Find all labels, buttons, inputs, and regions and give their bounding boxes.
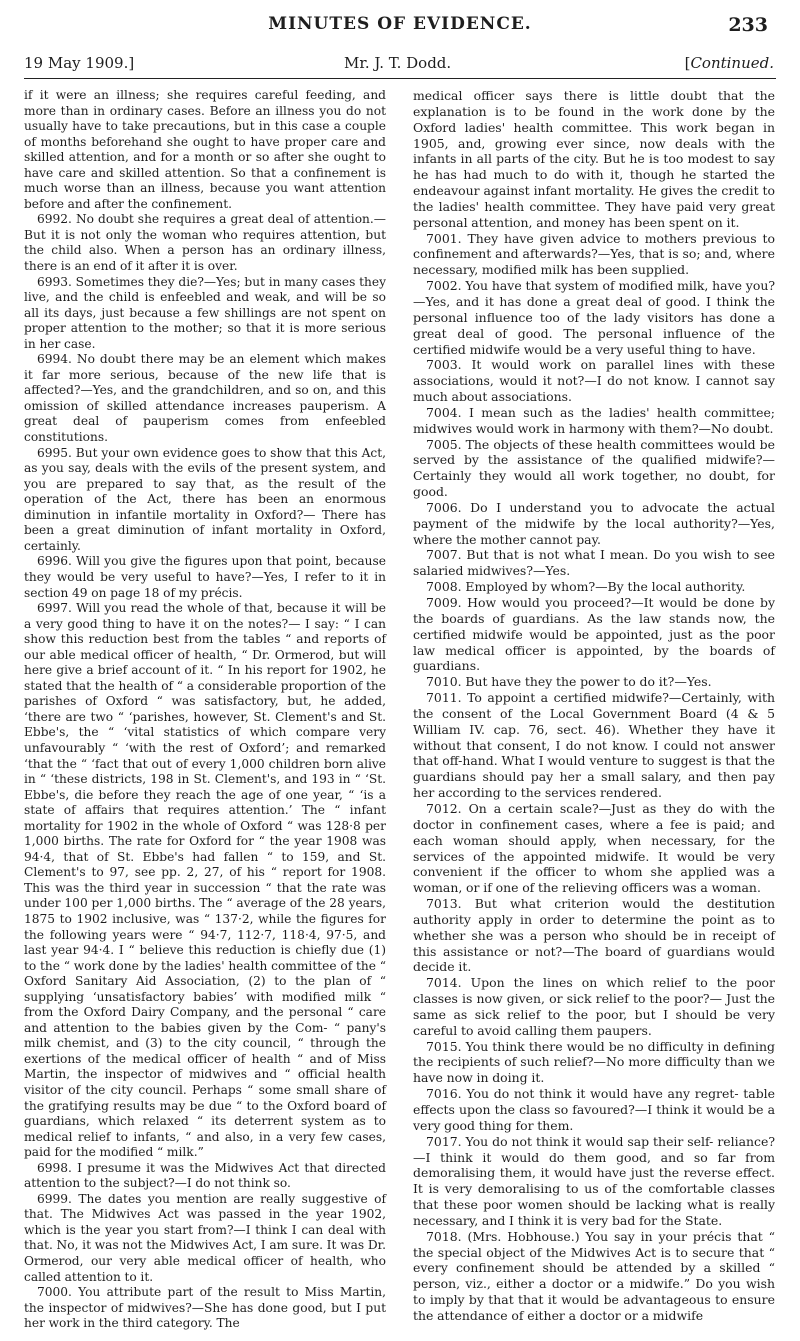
left-column — [24, 88, 386, 1332]
paragraph: 6994. No doubt there may be an element which makes it far more serious, because of the new life that is affected?—Yes, and the grandchildren, and so on, and this omission of skilled attendance increases pauperism. A great deal of pauperism comes from enfeebled constitutions. — [24, 352, 386, 445]
paragraph: if it were an illness; she requires careful feeding, and more than in ordinary cases. Before an illness you do not usually have to take precautions, but in this case a couple of months beforehand she ought to have proper care and skilled attention, and for a month or so after she ought to have care and skilled attention. So that a confinement is much worse than an illness, because you want attention before and after the confinement. — [24, 88, 386, 211]
paragraph: 7000. You attribute part of the result to Miss Martin, the inspector of midwives?—She has done good, but I put her work in the third category. The — [24, 1285, 386, 1331]
paragraph: 7014. Upon the lines on which relief to the poor classes is now given, or sick relief to the poor?— Just the same as sick relief to the poor, but I should be very careful to avoid calling them paupers. — [413, 975, 775, 1038]
paragraph: 7011. To appoint a certified midwife?—Certainly, with the consent of the Local Government Board (4 & 5 William IV. cap. 76, sect. 46). Whether they have it without that consent, I do not know. I could not answer that off-hand. What I would venture to suggest is that the guardians should pay her a small salary, and then pay her according to the services rendered. — [413, 690, 775, 801]
paragraph: 7004. I mean such as the ladies' health committee; midwives would work in harmony with them?—No doubt. — [413, 404, 775, 436]
paragraph: 7007. But that is not what I mean. Do you wish to see salaried midwives?—Yes. — [413, 547, 775, 579]
paragraph: medical officer says there is little doubt that the explanation is to be found in the work done by the Oxford ladies' health committee. This work began in 1905, and, growing ever since, now deals with the infants in all parts of the city. But he is too modest to say he has had much to do with it, though he started the endeavour against infant mortality. He gives the credit to the ladies' health committee. They have paid very great personal attention, and money has been spent on it. — [413, 88, 775, 230]
paragraph: 7002. You have that system of modified milk, have you?—Yes, and it has done a great deal of good. I think the personal influence too of the lady visitors has done a great deal of good. The personal influence of the certified midwife would be a very useful thing to have. — [413, 278, 775, 357]
page-header — [0, 0, 800, 80]
paragraph: 6999. The dates you mention are really suggestive of that. The Midwives Act was passed in the year 1902, which is the year you start from?—I think I can deal with that. No, it was not the Midwives Act, I am sure. It was Dr. Ormerod, our very able medical officer of health, who called attention to it. — [24, 1191, 386, 1284]
paragraph: 6997. Will you read the whole of that, because it will be a very good thing to have it on the notes?— I say: “ I can show this reduction best from the tables “ and reports of our able medical officer of health, “ Dr. Ormerod, but will here give a brief account of it. “ In his report for 1902, he stated that the health of “ a considerable proportion of the parishes of Oxford “ was satisfactory, but, he added, ‘there are two “ ‘parishes, however, St. Clement's and St. Ebbe's, the “ ‘vital statistics of which compare very unfavourably “ ‘with the rest of Oxford’; and remarked ‘that the “ ‘fact that out of every 1,000 children born alive in “ ‘these districts, 198 in St. Clement's, and 193 in “ ‘St. Ebbe's, die before they reach the age of one year, “ ‘is a state of affairs that requires attention.’ The “ infant mortality for 1902 in the whole of Oxford “ was 128·8 per 1,000 births. The rate for Oxford for “ the year 1908 was 94·4, that of St. Ebbe's had fallen “ to 159, and St. Clement's to 97, see pp. 2, 27, of his “ report for 1908. This was the third year in succession “ that the rate was under 100 per 1,000 births. The “ average of the 28 years, 1875 to 1902 inclusive, was “ 137·2, while the figures for the following years were “ 94·7, 112·7, 118·4, 97·5, and last year 94·4. I “ believe this reduction is chiefly due (1) to the “ work done by the ladies' health committee of the “ Oxford Sanitary Aid Association, (2) to the plan of “ supplying ‘unsatisfactory babies’ with modified milk “ from the Oxford Dairy Company, and the personal “ care and attention to the babies given by the Com- “ pany's milk chemist, and (3) to the city council, “ through the exertions of the medical officer of health “ and of Miss Martin, the inspector of midwives and “ official health visitor of the city council. Perhaps “ some small share of the gratifying results may be due “ to the Oxford board of guardians, which relaxed “ its deterrent system as to medical relief to infants, “ and also, in a very few cases, paid for the modified “ milk.” — [24, 601, 386, 1160]
hearing-date: 19 May 1909.] — [24, 54, 135, 72]
paragraph: 7010. But have they the power to do it?—Yes. — [426, 674, 712, 690]
page-number: 233 — [728, 14, 768, 36]
paragraph: 6995. But your own evidence goes to show that this Act, as you say, deals with the evils of the present system, and you are prepared to say that, as the result of the operation of the Act, there has been an enormous diminution in infantile mortality in Oxford?— There has been a great diminution of infant mortality in Oxford, certainly. — [24, 445, 386, 553]
paragraph: 7001. They have given advice to mothers previous to confinement and afterwards?—Yes, that is so; and, where necessary, modified milk has been supplied. — [413, 230, 775, 278]
right-column — [413, 88, 775, 1324]
paragraph: 7009. How would you proceed?—It would be done by the boards of guardians. As the law stands now, the certified midwife would be appointed, just as the poor law medical officer is appointed, by the boards of guardians. — [413, 595, 775, 674]
paragraph: 7003. It would work on parallel lines with these associations, would it not?—I do not know. I cannot say much about associations. — [413, 357, 775, 405]
paragraph: 7015. You think there would be no difficulty in defining the recipients of such relief?—No more difficulty than we have now in doing it. — [413, 1038, 775, 1086]
paragraph: 7005. The objects of these health committees would be served by the assistance of the qualified midwife?— Certainly they would all work together, no doubt, for good. — [413, 436, 775, 500]
paragraph: 7018. (Mrs. Hobhouse.) You say in your précis that “ the special object of the Midwives Act is to secure that “ every confinement should be attended by a skilled “ person, viz., either a doctor or a midwife.” Do you wish to imply by that that it would be advantageous to ensure the attendance of either a doctor or a midwife — [413, 1228, 775, 1323]
section-title: MINUTES OF EVIDENCE. — [268, 14, 532, 34]
paragraph: 6998. I presume it was the Midwives Act that directed attention to the subject?—I do not think so. — [24, 1160, 386, 1191]
paragraph: 7008. Employed by whom?—By the local authority. — [426, 579, 746, 595]
paragraph: 7013. But what criterion would the destitution authority apply in order to determine the point as to whether she was a person who should be in receipt of this assistance or not?—The board of guardians would decide it. — [413, 896, 775, 975]
paragraph: 7016. You do not think it would have any regret- table effects upon the class so favoured?—I think it would be a very good thing for them. — [413, 1086, 775, 1133]
witness-name: Mr. J. T. Dodd. — [344, 54, 452, 72]
continued-label: [Continued. — [684, 54, 774, 72]
paragraph: 6992. No doubt she requires a great deal of attention.—But it is not only the woman who requires attention, but the child also. When a person has an ordinary illness, there is an end of it after it is over. — [24, 212, 386, 274]
paragraph: 7006. Do I understand you to advocate the actual payment of the midwife by the local authority?—Yes, where the mother cannot pay. — [413, 499, 775, 547]
paragraph: 6993. Sometimes they die?—Yes; but in many cases they live, and the child is enfeebled and weak, and will be so all its days, just because a few shillings are not spent on proper attention to the mother; so that it is more serious in her case. — [24, 274, 386, 351]
paragraph: 7012. On a certain scale?—Just as they do with the doctor in confinement cases, where a fee is paid; and each woman should apply, when necessary, for the services of the appointed midwife. It would be very convenient if the officer to whom she applied was a woman, or if one of the relieving officers was a woman. — [413, 800, 775, 896]
paragraph: 6996. Will you give the figures upon that point, because they would be very useful to have?—Yes, I refer to it in section 49 on page 18 of my précis. — [24, 554, 386, 600]
paragraph: 7017. You do not think it would sap their self- reliance?—I think it would do them good, and so far from demoralising them, it would have just the reverse effect. It is very demoralising to us of the comfortable classes that these poor women should be lacking what is really necessary, and I think it is very bad for the State. — [413, 1133, 775, 1228]
header-rule — [24, 78, 776, 79]
